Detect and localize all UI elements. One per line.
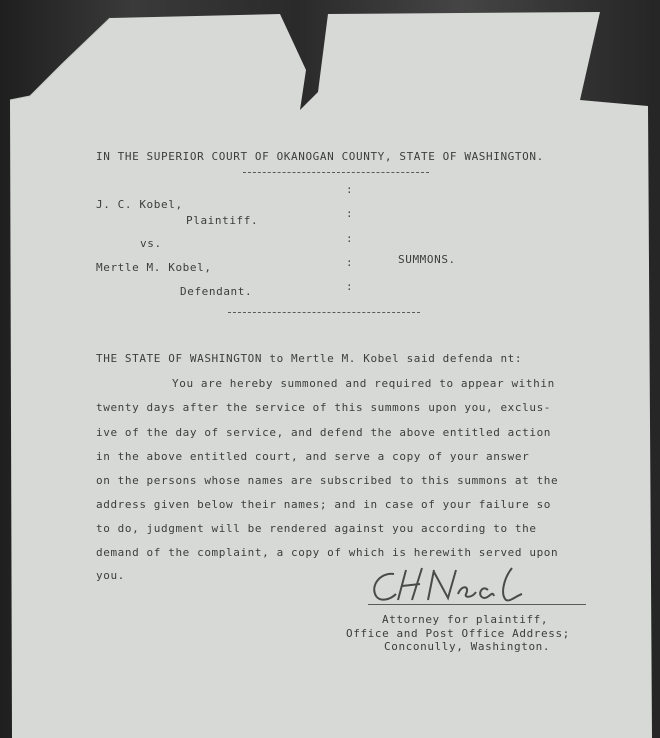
defendant-role: Defendant. [180,285,253,298]
body-line: address given below their names; and in case of your failure so [96,498,552,511]
caption-divider [228,312,420,313]
attorney-city: Conconully, Washington. [384,640,551,653]
body-line: to do, judgment will be rendered against you according to the [96,522,537,535]
versus-text: vs. [140,237,162,250]
body-line: ive of the day of service, and defend the above entitled action [96,426,552,439]
salutation: THE STATE OF WASHINGTON to Mertle M. Kobel said defenda nt: [96,352,523,365]
caption-colon: : [346,232,353,245]
body-line: in the above entitled court, and serve a copy of your answer [96,450,530,463]
caption-colon: : [346,280,353,293]
signature-line [368,604,586,605]
body-line: demand of the complaint, a copy of which is herewith served upon [96,546,559,559]
heading-divider [243,172,429,173]
defendant-name: Mertle M. Kobel, [96,261,212,274]
attorney-title: Attorney for plaintiff, [382,613,549,626]
body-line: You are hereby summoned and required to appear within [172,377,555,390]
caption-colon: : [346,256,353,269]
attorney-signature [364,564,544,608]
body-line: twenty days after the service of this summons upon you, exclus- [96,401,552,414]
plaintiff-name: J. C. Kobel, [96,198,183,211]
attorney-address-label: Office and Post Office Address; [346,627,570,640]
plaintiff-role: Plaintiff. [186,214,259,227]
body-line: on the persons whose names are subscribed to this summons at the [96,474,559,487]
document-type: SUMMONS. [398,253,456,266]
caption-colon: : [346,207,353,220]
court-heading: IN THE SUPERIOR COURT OF OKANOGAN COUNTY, STATE OF WASHINGTON. [96,150,544,163]
caption-colon: : [346,183,353,196]
body-line: you. [96,569,125,582]
